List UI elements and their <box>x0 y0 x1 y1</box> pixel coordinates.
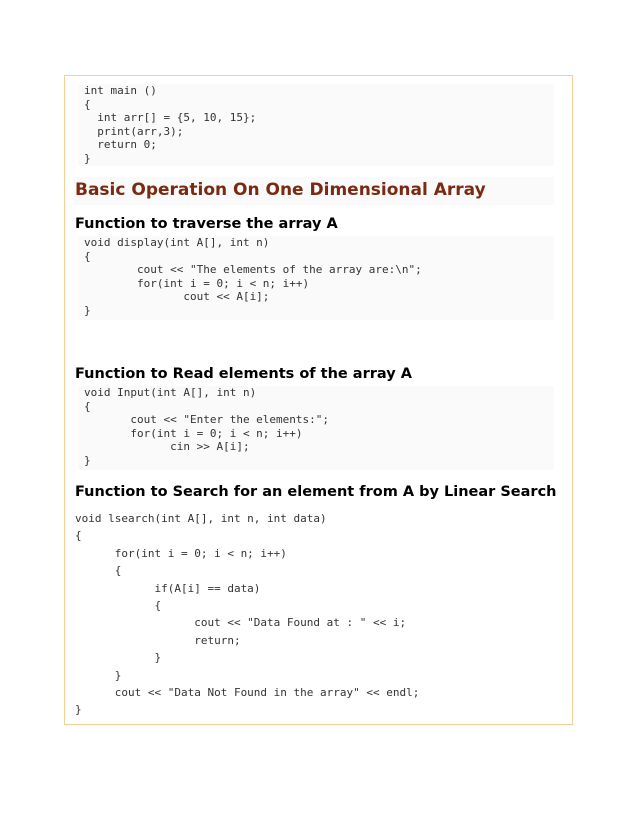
code-line: { <box>84 399 91 413</box>
code-line: } <box>75 668 122 682</box>
code-line: } <box>84 151 91 165</box>
code-line: cout << "Enter the elements:"; <box>84 413 330 427</box>
code-line: cout << "Data Not Found in the array" << endl; <box>75 685 420 699</box>
traverse-code <box>78 236 554 318</box>
search-code-block <box>75 510 555 719</box>
code-line: } <box>75 651 162 665</box>
code-line: return; <box>75 633 241 647</box>
traverse-title: Function to traverse the array A <box>75 216 338 232</box>
code-line: int arr[] = {5, 10, 15}; <box>84 111 257 125</box>
traverse-code-block <box>78 236 554 320</box>
code-line: cout << "The elements of the array are:\n"; <box>84 263 422 277</box>
main-code-block <box>78 84 554 166</box>
code-line: for(int i = 0; i < n; i++) <box>84 276 310 290</box>
code-line: { <box>75 598 162 612</box>
search-code <box>75 510 555 719</box>
code-line: } <box>84 303 91 317</box>
code-line: void Input(int A[], int n) <box>84 386 257 399</box>
read-title: Function to Read elements of the array A <box>75 366 412 382</box>
code-line: { <box>84 249 91 263</box>
code-line: } <box>75 703 82 717</box>
section-title: Basic Operation On One Dimensional Array <box>75 180 486 200</box>
code-line: return 0; <box>84 138 157 152</box>
code-line: } <box>84 453 91 467</box>
code-line: if(A[i] == data) <box>75 581 261 595</box>
read-code <box>78 386 554 468</box>
code-line: void lsearch(int A[], int n, int data) <box>75 512 327 525</box>
code-line: { <box>75 564 122 578</box>
code-line: cout << "Data Found at : " << i; <box>75 616 407 630</box>
code-line: cin >> A[i]; <box>84 440 250 454</box>
search-title: Function to Search for an element from A by Linear Search <box>75 484 557 500</box>
code-line: void display(int A[], int n) <box>84 236 270 249</box>
code-line: print(arr,3); <box>84 124 184 138</box>
code-line: int main () <box>84 84 157 97</box>
read-code-block <box>78 386 554 470</box>
code-line: { <box>75 529 82 543</box>
code-line: { <box>84 97 91 111</box>
code-line: cout << A[i]; <box>84 290 270 304</box>
code-line: for(int i = 0; i < n; i++) <box>84 426 303 440</box>
code-line: for(int i = 0; i < n; i++) <box>75 546 287 560</box>
main-code <box>78 84 554 166</box>
